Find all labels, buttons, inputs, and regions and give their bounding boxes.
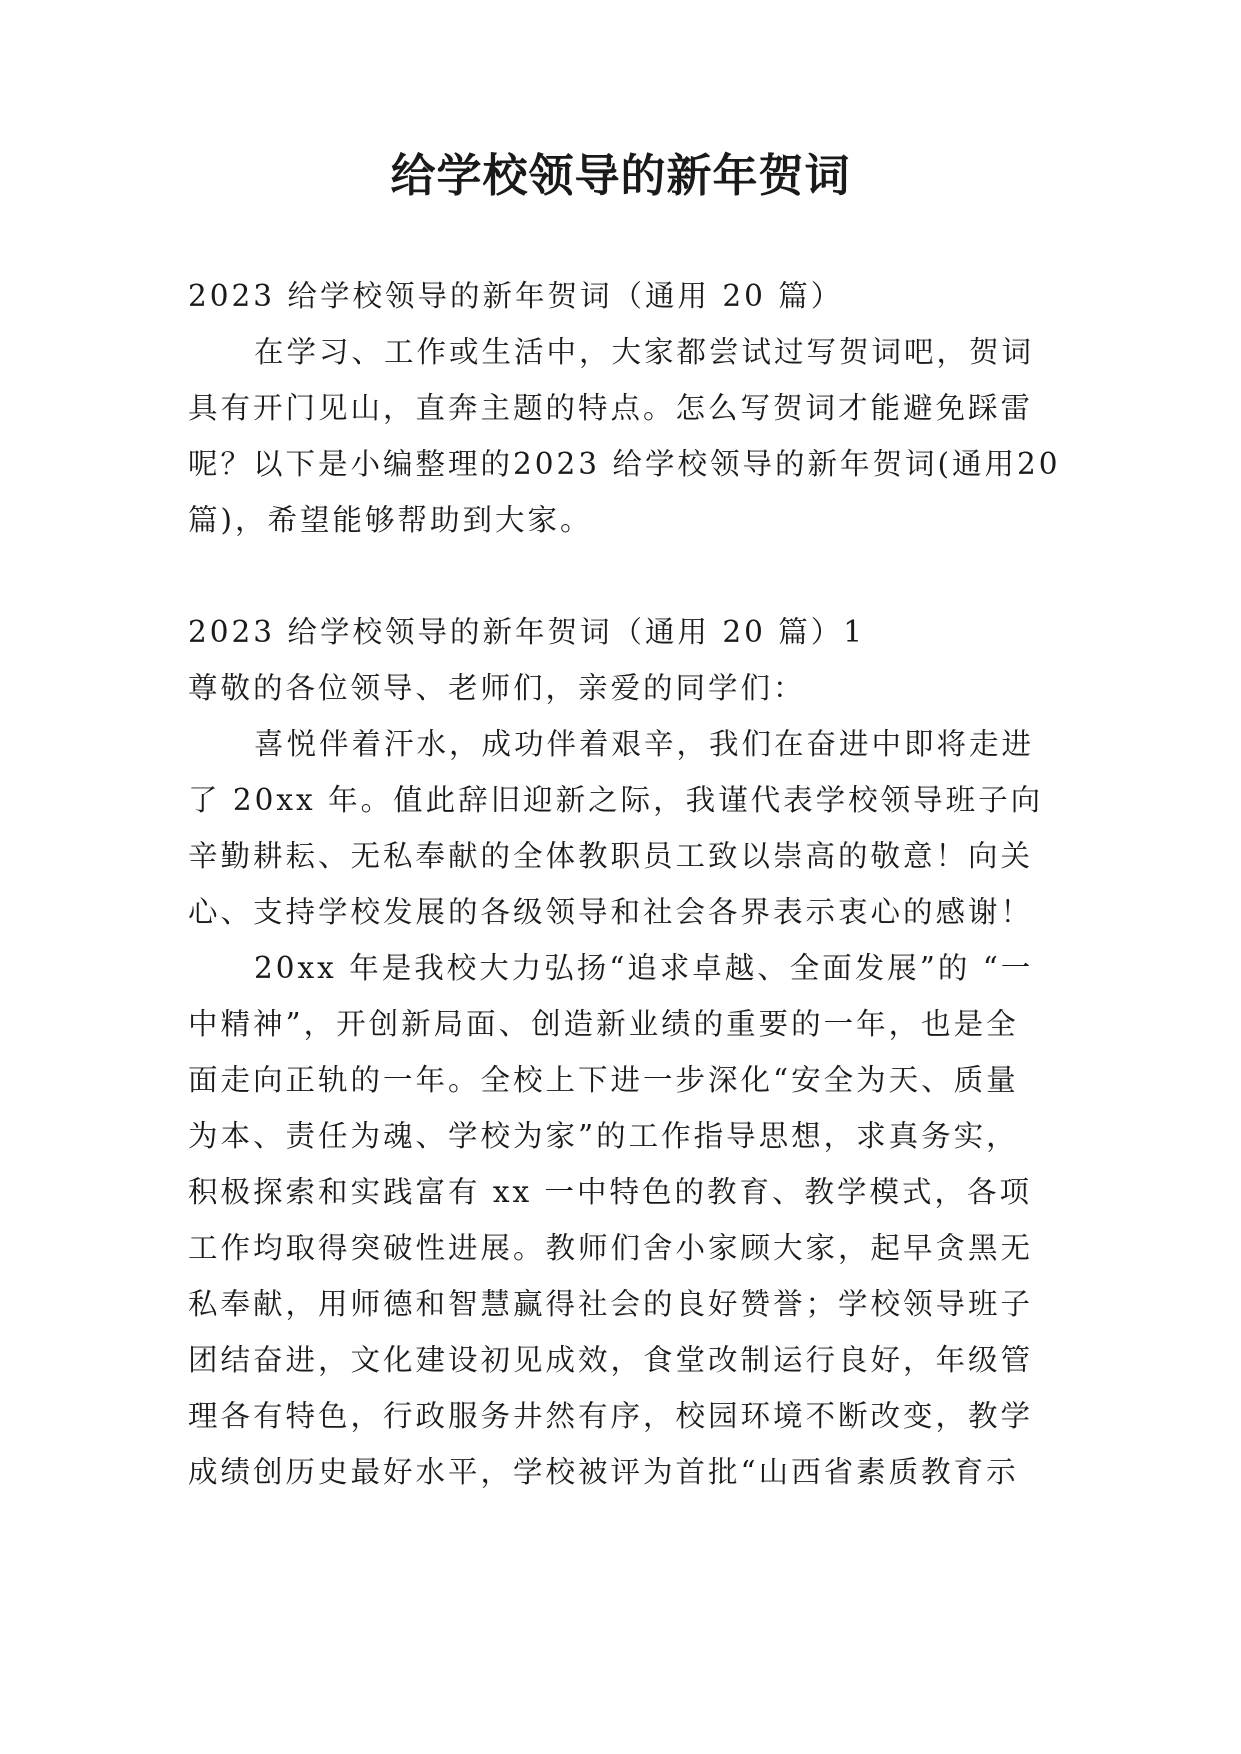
- section-heading: 2023 给学校领导的新年贺词（通用 20 篇）1: [188, 615, 866, 649]
- paragraph1-line: 喜悦伴着汗水，成功伴着艰辛，我们在奋进中即将走进: [254, 727, 1035, 761]
- paragraph2-line: 积极探索和实践富有 xx 一中特色的教育、教学模式，各项: [188, 1175, 1033, 1209]
- paragraph1-line: 辛勤耕耘、无私奉献的全体教职员工致以崇高的敬意！向关: [188, 839, 1034, 873]
- paragraph2-line: 20xx 年是我校大力弘扬“追求卓越、全面发展”的 “一: [254, 951, 1034, 985]
- paragraph2-line: 面走向正轨的一年。全校上下进一步深化“安全为天、质量: [188, 1063, 1019, 1097]
- paragraph2-line: 团结奋进，文化建设初见成效，食堂改制运行良好，年级管: [188, 1343, 1034, 1377]
- salutation: 尊敬的各位领导、老师们，亲爱的同学们：: [188, 671, 806, 705]
- intro-line: 具有开门见山，直奔主题的特点。怎么写贺词才能避免踩雷: [188, 391, 1034, 425]
- intro-line: 呢？以下是小编整理的2023 给学校领导的新年贺词(通用20: [188, 447, 1061, 481]
- paragraph1-line: 了 20xx 年。值此辞旧迎新之际，我谨代表学校领导班子向: [188, 783, 1044, 817]
- intro-line: 在学习、工作或生活中，大家都尝试过写贺词吧，贺词: [254, 335, 1035, 369]
- paragraph-gap: [188, 548, 1058, 604]
- paragraph2-line: 理各有特色，行政服务井然有序，校园环境不断改变，教学: [188, 1399, 1034, 1433]
- paragraph2-line: 为本、责任为魂、学校为家”的工作指导思想，求真务实，: [188, 1119, 1019, 1153]
- paragraph2-line: 私奉献，用师德和智慧赢得社会的良好赞誉；学校领导班子: [188, 1287, 1034, 1321]
- document-title: 给学校领导的新年贺词: [390, 149, 851, 202]
- subtitle: 2023 给学校领导的新年贺词（通用 20 篇）: [188, 279, 844, 313]
- document-body: [188, 268, 1061, 1500]
- paragraph2-line: 工作均取得突破性进展。教师们舍小家顾大家，起早贪黑无: [188, 1231, 1034, 1265]
- paragraph2-line: 中精神”，开创新局面、创造新业绩的重要的一年，也是全: [188, 1007, 1019, 1041]
- paragraph2-line: 成绩创历史最好水平，学校被评为首批“山西省素质教育示: [188, 1455, 1019, 1489]
- paragraph1-line: 心、支持学校发展的各级领导和社会各界表示衷心的感谢！: [188, 895, 1034, 929]
- intro-line: 篇)，希望能够帮助到大家。: [188, 503, 593, 537]
